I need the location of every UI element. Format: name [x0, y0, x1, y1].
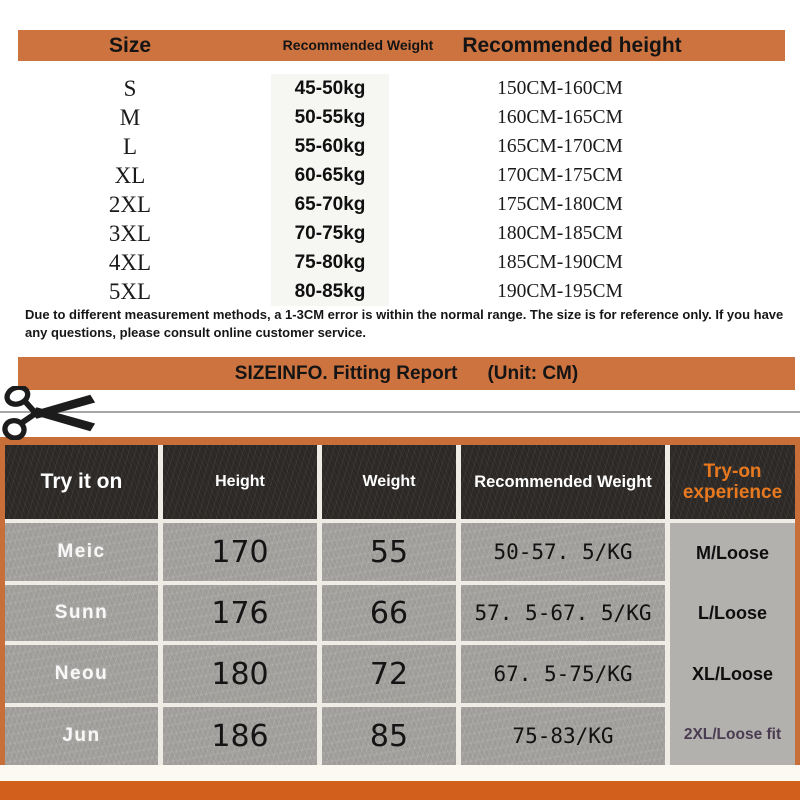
size-table-row: [0, 132, 800, 161]
fitting-header-experience: Try-on experience: [682, 460, 783, 503]
size-cell: XL: [114, 163, 146, 188]
fitting-grid: [5, 445, 795, 765]
experience-column: [670, 523, 795, 765]
tester-height-cell: 186: [211, 718, 269, 754]
height-column-header: Recommended height: [462, 34, 682, 57]
fitting-header-name: Try it on: [40, 470, 123, 493]
fitting-header-rec-weight: Recommended Weight: [474, 472, 652, 491]
weight-cell: 65-70kg: [271, 190, 389, 219]
weight-cell: 80-85kg: [271, 277, 389, 306]
size-cell: M: [119, 105, 141, 130]
experience-cell: M/Loose: [695, 542, 769, 563]
size-cell: 5XL: [108, 279, 152, 304]
weight-cell: 70-75kg: [271, 219, 389, 248]
height-cell: 175CM-180CM: [497, 194, 623, 215]
bottom-orange-bar: [0, 781, 800, 800]
size-table-row: [0, 248, 800, 277]
size-table-row: [0, 103, 800, 132]
height-cell: 165CM-170CM: [497, 136, 623, 157]
size-table-row: [0, 74, 800, 103]
size-cell: 3XL: [108, 221, 152, 246]
size-table-header-bar: [18, 30, 785, 61]
size-table-row: [0, 219, 800, 248]
tester-height-cell: 170: [211, 534, 269, 570]
height-cell: 190CM-195CM: [497, 281, 623, 302]
tester-name-cell: Meic: [57, 541, 106, 562]
sizeinfo-banner: [18, 357, 795, 390]
size-table-row: [0, 190, 800, 219]
size-cell: L: [122, 134, 138, 159]
weight-cell: 60-65kg: [271, 161, 389, 190]
disclaimer-text: Due to different measurement methods, a 1-3CM error is within the normal range. The size is for reference only. If you have any questions, please consult online customer service.: [25, 307, 784, 340]
weight-column-header: Recommended Weight: [282, 37, 434, 53]
height-cell: 180CM-185CM: [497, 223, 623, 244]
size-table-row: [0, 277, 800, 306]
size-table-row: [0, 161, 800, 190]
weight-cell: 50-55kg: [271, 103, 389, 132]
size-cell: 4XL: [108, 250, 152, 275]
cream-strip: [0, 765, 800, 781]
height-cell: 170CM-175CM: [497, 165, 623, 186]
experience-cell: L/Loose: [697, 603, 767, 624]
tester-weight-cell: 55: [369, 534, 409, 570]
tester-weight-cell: 66: [369, 595, 409, 631]
fitting-header-weight: Weight: [362, 473, 416, 490]
size-cell: 2XL: [108, 192, 152, 217]
height-cell: 150CM-160CM: [497, 78, 623, 99]
experience-cell: XL/Loose: [691, 663, 773, 684]
weight-cell: 55-60kg: [271, 132, 389, 161]
size-cell: S: [123, 76, 137, 101]
tester-name-cell: Sunn: [54, 602, 109, 623]
experience-cell: 2XL/Loose fit: [683, 725, 782, 743]
height-cell: 160CM-165CM: [497, 107, 623, 128]
tester-rec-weight-cell: 67. 5-75/KG: [493, 662, 633, 686]
tester-weight-cell: 72: [369, 656, 409, 692]
scissors-icon: [2, 386, 98, 440]
size-column-header: Size: [108, 34, 152, 57]
weight-cell: 75-80kg: [271, 248, 389, 277]
tester-rec-weight-cell: 57. 5-67. 5/KG: [474, 601, 652, 625]
tester-rec-weight-cell: 50-57. 5/KG: [493, 540, 633, 564]
height-cell: 185CM-190CM: [497, 252, 623, 273]
tester-weight-cell: 85: [369, 718, 409, 754]
weight-cell: 45-50kg: [271, 74, 389, 103]
banner-unit: (Unit: CM): [487, 362, 579, 384]
cut-line: [0, 411, 800, 413]
tester-rec-weight-cell: 75-83/KG: [512, 724, 614, 748]
fitting-report-table: [0, 437, 800, 765]
banner-title: SIZEINFO. Fitting Report: [234, 362, 458, 384]
tester-name-cell: Jun: [62, 725, 101, 746]
tester-name-cell: Neou: [54, 663, 109, 684]
tester-height-cell: 176: [211, 595, 269, 631]
tester-height-cell: 180: [211, 656, 269, 692]
fitting-header-height: Height: [215, 473, 265, 490]
